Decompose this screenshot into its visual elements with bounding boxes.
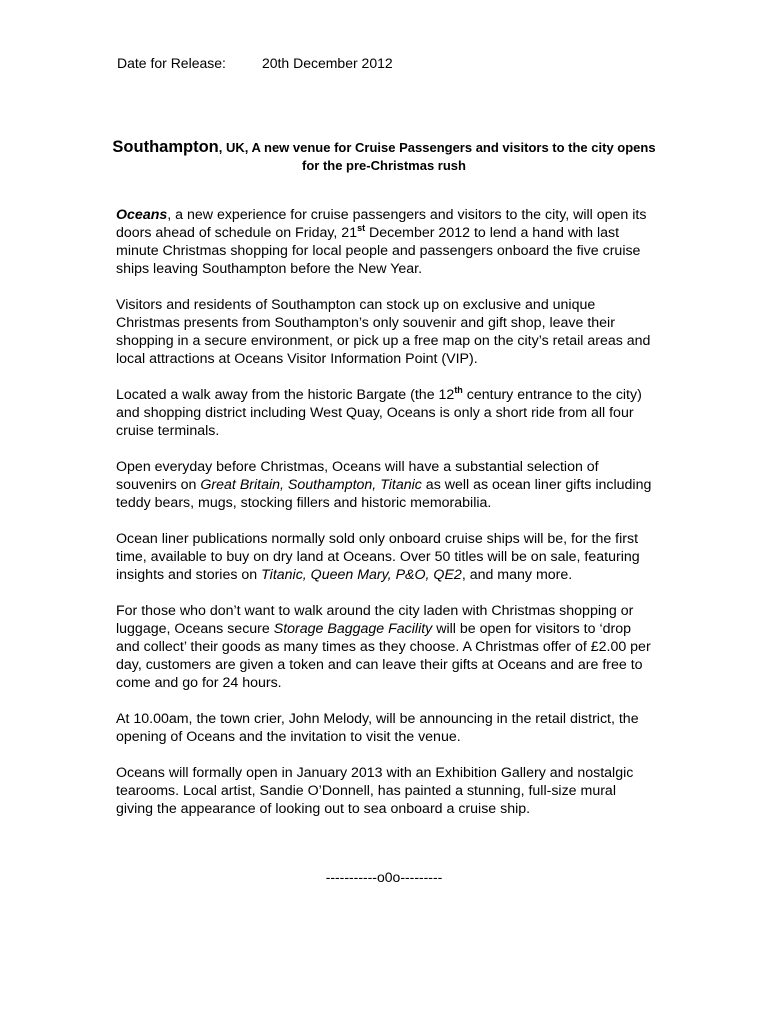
paragraph-souvenirs bbox=[116, 458, 656, 512]
baggage-italic: Storage Baggage Facility bbox=[273, 621, 433, 637]
date-ordinal: st bbox=[357, 223, 366, 233]
headline bbox=[110, 138, 658, 175]
release-date-label: Date for Release: bbox=[117, 55, 226, 71]
headline-text: , UK, A new venue for Cruise Passengers and visitors to the city opens for the pre-Christmas rush bbox=[218, 140, 656, 173]
baggage-text-b: will be open for visitors to ‘drop and collect’ their goods as many times as they choose. A Christmas offer of £2.00 per day, customers are given a token and can leave their gifts at Oceans and are free to come and go for 24 hours. bbox=[116, 621, 651, 691]
paragraph-opening: Oceans will formally open in January 2013 with an Exhibition Gallery and nostalgic tearooms. Local artist, Sandie O’Donnell, has painted a stunning, full-size mural giving the appearance of looking out to sea onboard a cruise ship. bbox=[116, 765, 634, 817]
souvenirs-italic: Great Britain, Southampton, Titanic bbox=[200, 477, 422, 493]
publications-italic: Titanic, Queen Mary, P&O, QE2 bbox=[261, 567, 462, 583]
paragraph-publications bbox=[116, 530, 656, 584]
paragraph-visitors: Visitors and residents of Southampton can stock up on exclusive and unique Christmas presents from Southampton’s only souvenir and gift shop, leave their shopping in a secure environment, or pick up a free map on the city’s retail areas and local attractions at Oceans Visitor Information Point (VIP). bbox=[116, 297, 651, 367]
release-date-value: 20th December 2012 bbox=[261, 55, 393, 71]
release-date-line bbox=[117, 54, 393, 72]
end-divider: -----------o0o--------- bbox=[325, 869, 443, 885]
paragraph-town-crier: At 10.00am, the town crier, John Melody, will be announcing in the retail district, the opening of Oceans and the invitation to visit the venue. bbox=[116, 711, 639, 745]
century-ordinal: th bbox=[454, 385, 463, 395]
souvenirs-text-b: as well as ocean liner gifts including teddy bears, mugs, stocking fillers and historic memorabilia. bbox=[116, 477, 652, 511]
headline-place: Southampton bbox=[112, 138, 219, 156]
press-release-body bbox=[116, 206, 656, 836]
intro-text-b: December 2012 to lend a hand with last minute Christmas shopping for local people and passengers onboard the five cruise ships leaving Southampton before the New Year. bbox=[116, 225, 641, 277]
paragraph-location bbox=[116, 386, 656, 440]
location-text-a: Located a walk away from the historic Bargate (the 12 bbox=[116, 387, 455, 403]
publications-text-b: , and many more. bbox=[461, 567, 573, 583]
paragraph-baggage bbox=[116, 602, 656, 692]
souvenirs-text-a: Open everyday before Christmas, Oceans will have a substantial selection of souvenirs on bbox=[116, 459, 599, 493]
publications-text-a: Ocean liner publications normally sold only onboard cruise ships will be, for the first time, available to buy on dry land at Oceans. Over 50 titles will be on sale, featuring insights and stories on bbox=[116, 531, 640, 583]
paragraph-intro bbox=[116, 206, 656, 278]
oceans-lead: Oceans bbox=[116, 207, 168, 223]
location-text-b: century entrance to the city) and shopping district including West Quay, Oceans is only a short ride from all four cruise terminals. bbox=[116, 387, 642, 439]
baggage-text-a: For those who don’t want to walk around the city laden with Christmas shopping or luggage, Oceans secure bbox=[116, 603, 634, 637]
intro-text-a: , a new experience for cruise passengers and visitors to the city, will open its doors ahead of schedule on Friday, 21 bbox=[116, 207, 647, 241]
